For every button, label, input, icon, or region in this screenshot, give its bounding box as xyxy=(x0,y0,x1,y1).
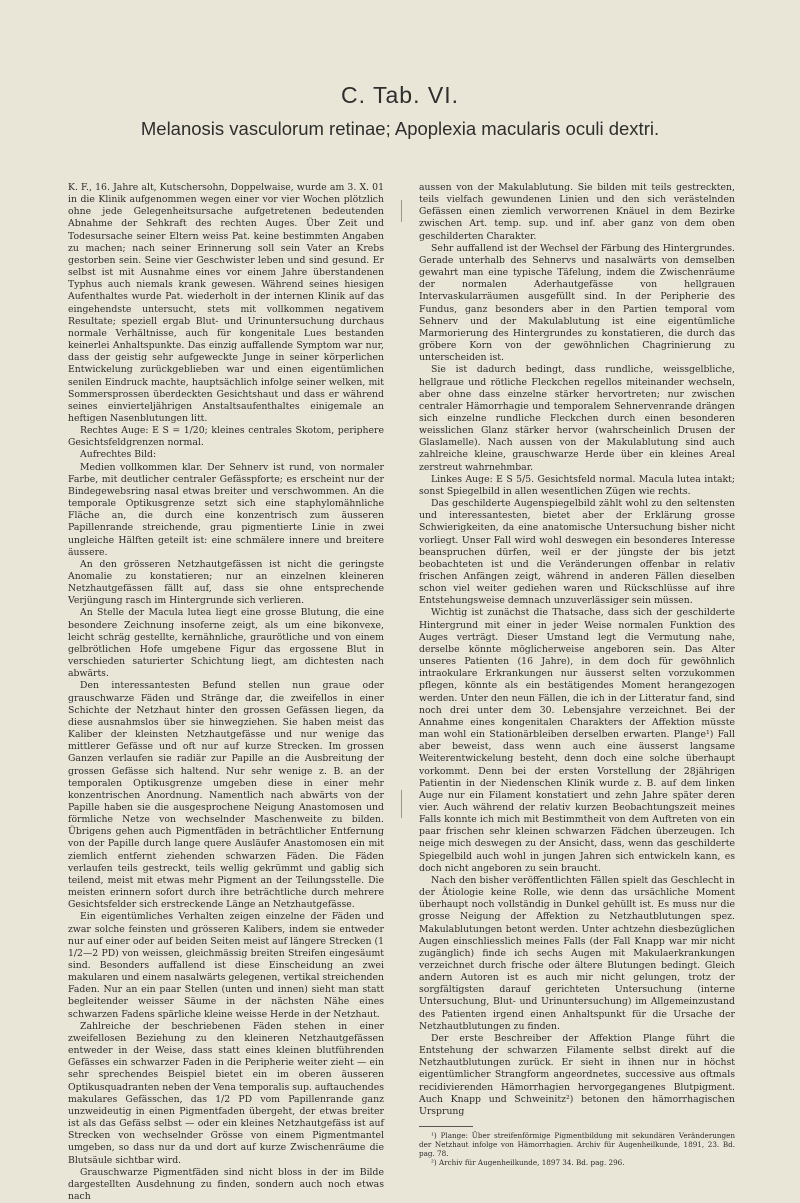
footnote-2: ²) Archiv für Augenheilkunde, 1897 34. Bd. pag. 296. xyxy=(431,1158,625,1168)
column-divider xyxy=(401,790,402,818)
plate-title: C. Tab. VI. xyxy=(341,82,459,108)
paragraph-retinal-vessels: An den grösseren Netzhautgefässen ist nicht die geringste Anomalie zu konstatieren; nur an einzelnen kleineren Netzhautgefässen fällt auf, dass sie ohne entsprechende Verjüngung rasch im Hintergrunde sich verlieren. xyxy=(68,558,384,607)
paragraph-right-eye-vision: Rechtes Auge: E S = 1/20; kleines centrales Skotom, periphere Gesichtsfeldgrenzen normal. xyxy=(68,425,384,449)
plate-subtitle: Melanosis vasculorum retinae; Apoplexia macularis oculi dextri. xyxy=(140,118,660,139)
footnote-rule xyxy=(419,1126,473,1127)
paragraph-spots: Sie ist dadurch bedingt, dass rundliche, weissgelbliche, hellgraue und rötliche Fleckchen regellos miteinander wechseln, aber ohne dass einzelne stärker hervortreten; nur zwischen centraler Hämorrhagie und temporalem Sehnervenrande drängen sich einzelne rundliche Fleckchen durch einen besonderen weisslichen Glanz stärker hervor (wahrscheinlich Drusen der Glaslamelle). Nach aussen von der Makulablutung sind auch zahlreiche kleine, grauschwarze Herde über ein kleines Areal zerstreut wahrnehmbar. xyxy=(419,364,735,473)
paragraph-case-history: K. F., 16. Jahre alt, Kutschersohn, Doppelwaise, wurde am 3. X. 01 in die Klinik aufgenommen wegen einer vor vier Wochen plötzlich ohne jede Gelegenheitsursache aufgetretenen bedeutenden Abnahme der Sehkraft des rechten Auges. Über Zeit und Todesursache seiner Eltern weiss Pat. keine bestimmten Angaben zu machen; nach seiner Erinnerung soll sein Vater an Krebs gestorben sein. Seine vier Geschwister leben und sind gesund. Er selbst ist mit Ausnahme eines vor einem Jahre überstandenen Typhus auch niemals krank gewesen. Während seines hiesigen Aufenthaltes wurde Pat. wiederholt in der internen Klinik auf das eingehendste untersucht, stets mit vollkommen negativem Resultate; speziell ergab Blut- und Urinuntersuchung durchaus normale Verhältnisse, auch für kongenitale Lues bestanden keinerlei Anhaltspunkte. Das einzig auffallende Symptom war nur, dass der geistig sehr aufgeweckte Junge in seiner körperlichen Entwickelung zurückgeblieben war und einen eigentümlichen senilen Eindruck machte, hauptsächlich infolge seiner welken, mit Sommersprossen überdeckten Gesichtshaut und dass er während seines einvierteljährigen Anstaltsaufenthaltes einigemale an heftigen Nasenblutungen litt. xyxy=(68,182,384,424)
paragraph-rarity: Das geschilderte Augenspiegelbild zählt wohl zu den seltensten und interessantesten, bietet aber der Erklärung grosse Schwierigkeiten, da eine anatomische Untersuchung bisher nicht vorliegt. Unser Fall wird wohl deswegen ein besonderes Interesse beanspruchen dürfen, weil er der jüngste der bis jetzt beobachteten ist und die Veränderungen offenbar in relativ frischen Anfängen zeigt, während in anderen Fällen dieselben schon viel weiter gediehen waren und Rückschlüsse auf ihre Entstehungsweise demnach unzuverlässiger sein müssen. xyxy=(419,498,735,607)
paragraph-left-eye: Linkes Auge: E S 5/5. Gesichtsfeld normal. Macula lutea intakt; sonst Spiegelbild in allen wesentlichen Zügen wie rechts. xyxy=(419,473,735,497)
paragraph-macula-hemorrhage: An Stelle der Macula lutea liegt eine grosse Blutung, die eine besondere Zeichnung insoferne zeigt, als um eine bikonvexe, leicht schräg gestellte, kernähnliche, graurötliche und von einem gelbrötlichen Hofe umgebene Figur das ergossene Blut in verschieden saturierter Schichtung liegt, am dichtesten nach abwärts. xyxy=(68,607,384,680)
paragraph-continuation: aussen von der Makulablutung. Sie bilden mit teils gestreckten, teils vielfach gewundenen Linien und den sich verästelnden Gefässen einen ziemlich verworrenen Knäuel in dem Bezirke zwischen Art. temp. sup. und inf. aber ganz von dem oben geschilderten Charakter. xyxy=(419,182,735,242)
paragraph-white-sheaths: Ein eigentümliches Verhalten zeigen einzelne der Fäden und zwar solche feinsten und grösseren Kalibers, indem sie entweder nur auf einer oder auf beiden Seiten meist auf längere Strecken (1 1/2—2 PD) von weissen, gleichmässig breiten Streifen eingesäumt sind. Besonders auffallend ist diese Einscheidung an zwei makularen und einem nasalwärts gelegenen, vertikal streichenden Faden. Nur an ein paar Stellen (unten und innen) sieht man statt begleitender weisser Säume in der nächsten Nähe eines schwarzen Fadens spärliche kleine weisse Herde in der Netzhaut. xyxy=(68,911,384,1020)
footnote-1: ¹) Plange: Über streifenförmige Pigmentbildung mit sekundären Veränderungen der Netzhaut infolge von Hämorrhagien. Archiv für Augenheilkunde, 1891, 23. Bd. pag. 78. xyxy=(419,1131,735,1159)
paragraph-media-and-nerve: Medien vollkommen klar. Der Sehnerv ist rund, von normaler Farbe, mit deutlicher centraler Gefässpforte; es erscheint nur der Bindegewebsring nasal etwas breiter und verschwommen. An die temporale Optikusgrenze setzt sich eine staphylomähnliche Fläche an, die durch eine konzentrisch zum äusseren Papillenrande streichende, grau pigmentierte Linie in zwei ungleiche Hälften geteilt ist: eine schmälere innere und breitere äussere. xyxy=(68,461,384,558)
paragraph-upright-image-label: Aufrechtes Bild: xyxy=(80,449,157,461)
paragraph-background-color: Sehr auffallend ist der Wechsel der Färbung des Hintergrundes. Gerade unterhalb des Sehnervs und nasalwärts von demselben gewahrt man eine typische Täfelung, indem die Zwischenräume der normalen Aderhautgefässe von hellgrauen Intervaskularräumen ausgefüllt sind. In der Peripherie des Fundus, ganz besonders aber in den Partien temporal vom Sehnerv und der Makulablutung ist eine eigentümliche Marmorierung des Hintergrundes zu konstatieren, die durch das gröbere Korn von der gewöhnlichen Chagrinierung zu unterscheiden ist. xyxy=(419,242,735,364)
paragraph-pigment-threads: Den interessantesten Befund stellen nun graue oder grauschwarze Fäden und Stränge dar, die zweifellos in einer Schichte der Netzhaut hinter den grossen Gefässen liegen, da diese ausnahmslos über sie hinwegziehen. Sie haben meist das Kaliber der kleinsten Netzhautgefässe und nur wenige das mittlerer Gefässe und oft nur auf kurze Strecken. Im grossen Ganzen verlaufen sie radiär zur Papille an die Ausbreitung der grossen Gefässe sich haltend. Nur sehr wenige z. B. an der temporalen Optikusgrenze umgeben diese in einer mehr konzentrischen Anordnung. Namentlich nach abwärts von der Papille haben sie die ausgesprochene Neigung Anastomosen und förmliche Netze von wechselnder Maschenweite zu bilden. Übrigens gehen auch Pigmentfäden in beträchtlicher Entfernung von der Papille durch lange quere Ausläufer Anastomosen ein mit ziemlich entfernt ziehenden schwarzen Fäden. Die Fäden verlaufen teils gestreckt, teils wellig gekrümmt und gablig sich teilend, meist mit etwas mehr Pigment an der Teilungsstelle. Die meisten erinnern sofort durch ihre beträchtliche durch mehrere Gesichtsfelder sich erstreckende Länge an Netzhautgefässe. xyxy=(68,680,384,911)
right-column xyxy=(419,182,735,1168)
column-divider xyxy=(401,200,402,222)
paragraph-etiology: Nach den bisher veröffentlichten Fällen spielt das Geschlecht in der Ätiologie keine Rolle, wie denn das ursächliche Moment überhaupt noch vollständig in Dunkel gehüllt ist. Es muss nur die grosse Neigung der Affektion zu Netzhautblutungen spez. Makulablutungen betont werden. Unter achtzehn diesbezüglichen Augen einschliesslich meines Falls (der Fall Knapp war mir nicht zugänglich) finde ich sechs Augen mit Makulaerkrankungen verzeichnet durch frische oder ältere Blutungen bedingt. Gleich andern Autoren ist es auch mir nicht gelungen, trotz der sorgfältigsten darauf gerichteten Untersuchung (interne Untersuchung, Blut- und Urinuntersuchung) im Allgemeinzustand des Patienten irgend einen Anhaltspunkt für die Ursache der Netzhautblutungen zu finden. xyxy=(419,874,735,1032)
paragraph-vessel-relation: Zahlreiche der beschriebenen Fäden stehen in einer zweifellosen Beziehung zu den kleineren Netzhautgefässen entweder in der Weise, dass statt eines kleinen blutführenden Gefässes ein schwarzer Faden in die Peripherie weiter zieht — ein sehr sprechendes Beispiel bietet ein im oberen äusseren Optikusquadranten neben der Vena temporalis sup. auftauchendes makulares Gefässchen, das 1/2 PD vom Papillenrande ganz unzweideutig in einen Pigmentfaden übergeht, der etwas breiter ist als das Gefäss selbst — oder ein kleines Netzhautgefäss ist auf Strecken von wechselnder Grösse von einem Pigmentmantel umgeben, so dass nur da und dort auf kurze Zwischenräume die Blutsäule sichtbar wird. xyxy=(68,1020,384,1166)
paragraph-congenital: Wichtig ist zunächst die Thatsache, dass sich der geschilderte Hintergrund mit einer in jeder Weise normalen Funktion des Auges verträgt. Dieser Umstand legt die Vermutung nahe, derselbe könnte möglicherweise angeboren sein. Das Alter unseres Patienten (16 Jahre), in dem doch für gewöhnlich intraokulare Erkrankungen nur äusserst selten vorzukommen pflegen, könnte als ein bestätigendes Moment herangezogen werden. Unter den neun Fällen, die ich in der Litteratur fand, sind noch drei unter dem 30. Lebensjahre verzeichnet. Bei der Annahme eines kongenitalen Charakters der Affektion müsste man wohl ein Stationärbleiben derselben erwarten. Plange¹) Fall aber beweist, dass wenn auch eine äusserst langsame Weiterentwickelung besteht, denn doch eine solche überhaupt vorkommt. Denn bei der ersten Vorstellung der 28jährigen Patientin in der Niedenschen Klinik wurde z. B. auf dem linken Auge nur ein Filament konstatiert und zehn Jahre später deren vier. Auch während der relativ kurzen Beobachtungszeit meines Falls konnte ich mich mit Bestimmtheit von dem Auftreten von ein paar frischen sehr kleinen schwarzen Fädchen überzeugen. Ich neige mich deswegen zu der Ansicht, dass, wenn das geschilderte Spiegelbild auch wohl in jungen Jahren sich entwickeln kann, es doch nicht angeboren zu sein braucht. xyxy=(419,607,735,874)
paragraph-plange: Der erste Beschreiber der Affektion Plange führt die Entstehung der schwarzen Filamente selbst direkt auf die Netzhautblutungen zurück. Er sieht in ihnen nur in höchst eigentümlicher Strangform angeordnetes, successive aus oftmals recidivierenden Hämorrhagien hervorgegangenes Blutpigment. Auch Knapp und Schweinitz²) betonen den hämorrhagischen Ursprung xyxy=(419,1032,735,1117)
left-column xyxy=(68,182,384,1202)
paragraph-extent: Grauschwarze Pigmentfäden sind nicht bloss in der im Bilde dargestellten Ausdehnung zu finden, sondern auch noch etwas nach xyxy=(68,1166,384,1202)
